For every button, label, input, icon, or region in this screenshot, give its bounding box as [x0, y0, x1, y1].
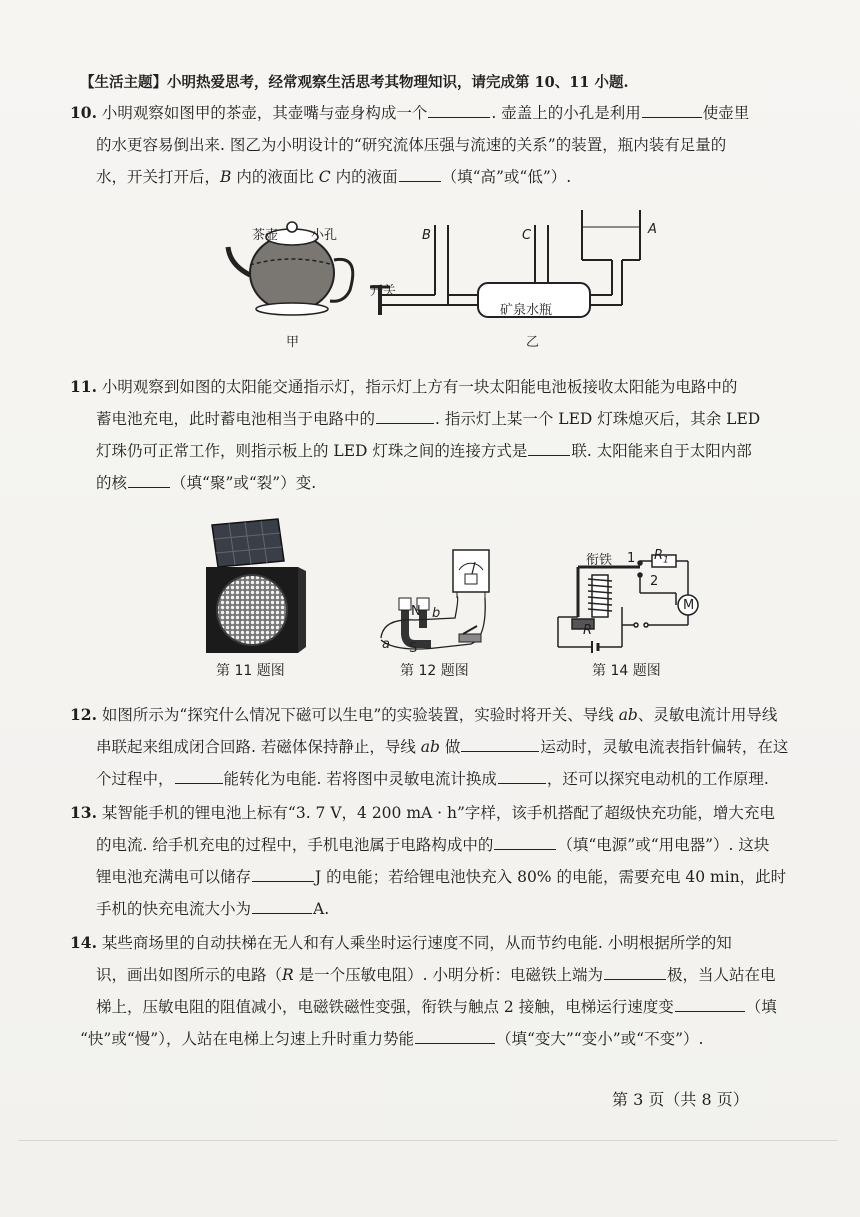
q12-blank-1[interactable] — [461, 736, 539, 752]
q14-var-r: R — [282, 966, 294, 984]
theme-bracket-label: 【生活主题】 — [80, 74, 167, 91]
q11-blank-3[interactable] — [128, 472, 170, 488]
tube-c-label: C — [522, 228, 532, 243]
q12-text: 串联起来组成闭合回路. 若磁体保持静止，导线 — [96, 738, 421, 756]
q13-blank-3[interactable] — [252, 898, 312, 914]
q11-text: . 指示灯上某一个 LED 灯珠熄灭后，其余 LED — [435, 410, 761, 428]
fig12-s-label: S — [409, 641, 418, 656]
q11-line-3 — [96, 440, 752, 462]
fig14-contact-2-label: 2 — [650, 574, 659, 589]
q10-line-1 — [70, 102, 749, 124]
q13-text: 手机的快充电流大小为 — [96, 900, 252, 918]
fig12-b-label: b — [432, 606, 441, 621]
q12-text: 如图所示为“探究什么情况下磁可以生电”的实验装置，实验时将开关、导线 — [101, 706, 619, 724]
q14-text: 是一个压敏电阻）. 小明分析：电磁铁上端为 — [293, 966, 603, 984]
q12-blank-2[interactable] — [175, 768, 223, 784]
q14-number: 14. — [70, 933, 97, 952]
q14-text: （填 — [745, 998, 777, 1016]
q10-blank-1[interactable] — [428, 102, 490, 118]
induction-figure — [375, 548, 495, 658]
fig14-contact-1-label: 1 — [627, 551, 636, 566]
page-number: 第 3 页（共 8 页） — [612, 1090, 749, 1109]
fig14-r1-letter: R — [654, 548, 664, 563]
q10-text: 使壶里 — [702, 104, 750, 122]
q11-number: 11. — [70, 377, 97, 396]
q14-line-3 — [96, 996, 777, 1018]
q12-text: 个过程中， — [96, 770, 174, 788]
fig12-a-label: a — [382, 637, 390, 652]
q14-text: 极，当人站在电 — [666, 966, 776, 984]
q14-text: 某些商场里的自动扶梯在无人和有人乘坐时运行速度不同，从而节约电能. 小明根据所学的知 — [101, 934, 732, 952]
teapot-label: 茶壶 — [252, 228, 279, 243]
q11-blank-2[interactable] — [528, 440, 570, 456]
q11-text: 联. 太阳能来自于太阳内部 — [571, 442, 752, 460]
solar-traffic-light-figure — [200, 515, 310, 655]
q11-line-1 — [70, 376, 737, 398]
q14-text: 梯上，压敏电阻的阻值减小，电磁铁磁性变强，衔铁与触点 2 接触，电梯运行速度变 — [96, 998, 674, 1016]
q13-line-3 — [96, 866, 786, 888]
switch-label: 开关 — [370, 284, 397, 299]
theme-intro: 小明热爱思考，经常观察生活思考其物理知识，请完成第 10、11 小题. — [167, 74, 629, 91]
q11-text: 灯珠仍可正常工作，则指示板上的 LED 灯珠之间的连接方式是 — [96, 442, 528, 460]
q14-line-1 — [70, 932, 732, 954]
fig14-caption: 第 14 题图 — [592, 663, 661, 679]
q10-text: 内的液面比 — [231, 168, 319, 186]
q13-blank-2[interactable] — [252, 866, 314, 882]
q11-text: 小明观察到如图的太阳能交通指示灯，指示灯上方有一块太阳能电池板接收太阳能为电路中的 — [101, 378, 738, 396]
bottle-label: 矿泉水瓶 — [500, 303, 553, 318]
q14-text: 识，画出如图所示的电路（ — [96, 966, 283, 984]
hole-label: 小孔 — [311, 228, 338, 243]
q10-blank-3[interactable] — [399, 166, 441, 182]
theme-line — [80, 72, 629, 94]
q11-text: 蓄电池充电，此时蓄电池相当于电路中的 — [96, 410, 376, 428]
galvanometer-icon — [453, 550, 489, 598]
q14-line-4 — [80, 1028, 703, 1050]
tube-b-label: B — [422, 228, 431, 243]
q14-blank-2[interactable] — [675, 996, 745, 1012]
q10-text: 内的液面 — [330, 168, 398, 186]
q14-text: （填“变大”“变小”或“不变”）. — [495, 1030, 704, 1048]
q13-text: A. — [313, 900, 330, 918]
q13-line-1 — [70, 802, 775, 824]
q11-line-2 — [96, 408, 760, 430]
tank-a-label: A — [648, 222, 657, 237]
q10-blank-2[interactable] — [642, 102, 702, 118]
q11-line-4 — [96, 472, 316, 494]
q13-number: 13. — [70, 803, 97, 822]
q13-text: （填“电源”或“用电器”）. 这块 — [557, 836, 770, 854]
q12-text: ，还可以探究电动机的工作原理. — [546, 770, 769, 788]
fig11-caption: 第 11 题图 — [216, 663, 285, 679]
q13-text: 锂电池充满电可以储存 — [96, 868, 252, 886]
fig12-caption: 第 12 题图 — [400, 663, 469, 679]
q12-blank-3[interactable] — [498, 768, 546, 784]
q10-text: . 壶盖上的小孔是利用 — [491, 104, 641, 122]
q10-var-c: C — [318, 168, 331, 186]
q12-line-1 — [70, 704, 777, 726]
q13-line-2 — [96, 834, 769, 856]
fig14-r1-subscript: 1 — [663, 555, 669, 566]
q13-text: 某智能手机的锂电池上标有“3. 7 V，4 200 mA · h”字样，该手机搭配了超级快充功能，增大充电 — [101, 804, 775, 822]
q10-number: 10. — [70, 103, 97, 122]
q13-line-4 — [96, 898, 329, 920]
q11-text: （填“聚”或“裂”）变. — [171, 474, 317, 492]
q10-text: 水，开关打开后， — [96, 168, 221, 186]
q14-text: “快”或“慢”），人站在电梯上匀速上升时重力势能 — [80, 1030, 414, 1048]
q13-text: 的电流. 给手机充电的过程中，手机电池属于电路构成中的 — [96, 836, 494, 854]
q10-text: （填“高”或“低”）. — [441, 168, 572, 186]
q10-text: 的水更容易倒出来. 图乙为小明设计的“研究流体压强与流速的关系”的装置，瓶内装有足量的 — [96, 136, 727, 154]
q13-blank-1[interactable] — [494, 834, 556, 850]
fig-yi-label: 乙 — [526, 335, 540, 350]
q14-blank-3[interactable] — [415, 1028, 495, 1044]
q12-text: 运动时，灵敏电流表指针偏转，在这 — [540, 738, 789, 756]
q12-text: 、灵敏电流计用导线 — [637, 706, 778, 724]
q10-line-2 — [96, 134, 726, 156]
q10-line-3 — [96, 166, 571, 188]
q10-var-b: B — [220, 168, 232, 186]
fig14-r1-label — [654, 548, 669, 566]
q12-number: 12. — [70, 705, 97, 724]
fig14-motor-label: M — [683, 598, 695, 613]
q12-text: 能转化为电能. 若将图中灵敏电流计换成 — [223, 770, 497, 788]
fig-jia-label: 甲 — [286, 335, 300, 350]
fig14-r-label: R — [583, 623, 593, 638]
q14-line-2 — [96, 964, 776, 986]
switch-icon — [459, 626, 481, 642]
page-edge-divider — [18, 1140, 838, 1141]
fig12-n-label: N — [411, 604, 421, 619]
q11-text: 的核 — [96, 474, 128, 492]
electromagnet-icon — [588, 575, 612, 617]
fig14-armature-label: 衔铁 — [586, 553, 613, 568]
q12-var-ab: ab — [618, 706, 638, 724]
q14-blank-1[interactable] — [604, 964, 666, 980]
q12-text: 做 — [439, 738, 461, 756]
q11-blank-1[interactable] — [376, 408, 434, 424]
q12-var-ab: ab — [420, 738, 440, 756]
q13-text: J 的电能；若给锂电池快充入 80% 的电能，需要充电 40 min，此时 — [315, 868, 787, 886]
q12-line-3 — [96, 768, 769, 790]
solar-panel-icon — [212, 519, 284, 567]
q12-line-2 — [96, 736, 788, 758]
q10-text: 小明观察如图甲的茶壶，其壶嘴与壶身构成一个 — [101, 104, 428, 122]
